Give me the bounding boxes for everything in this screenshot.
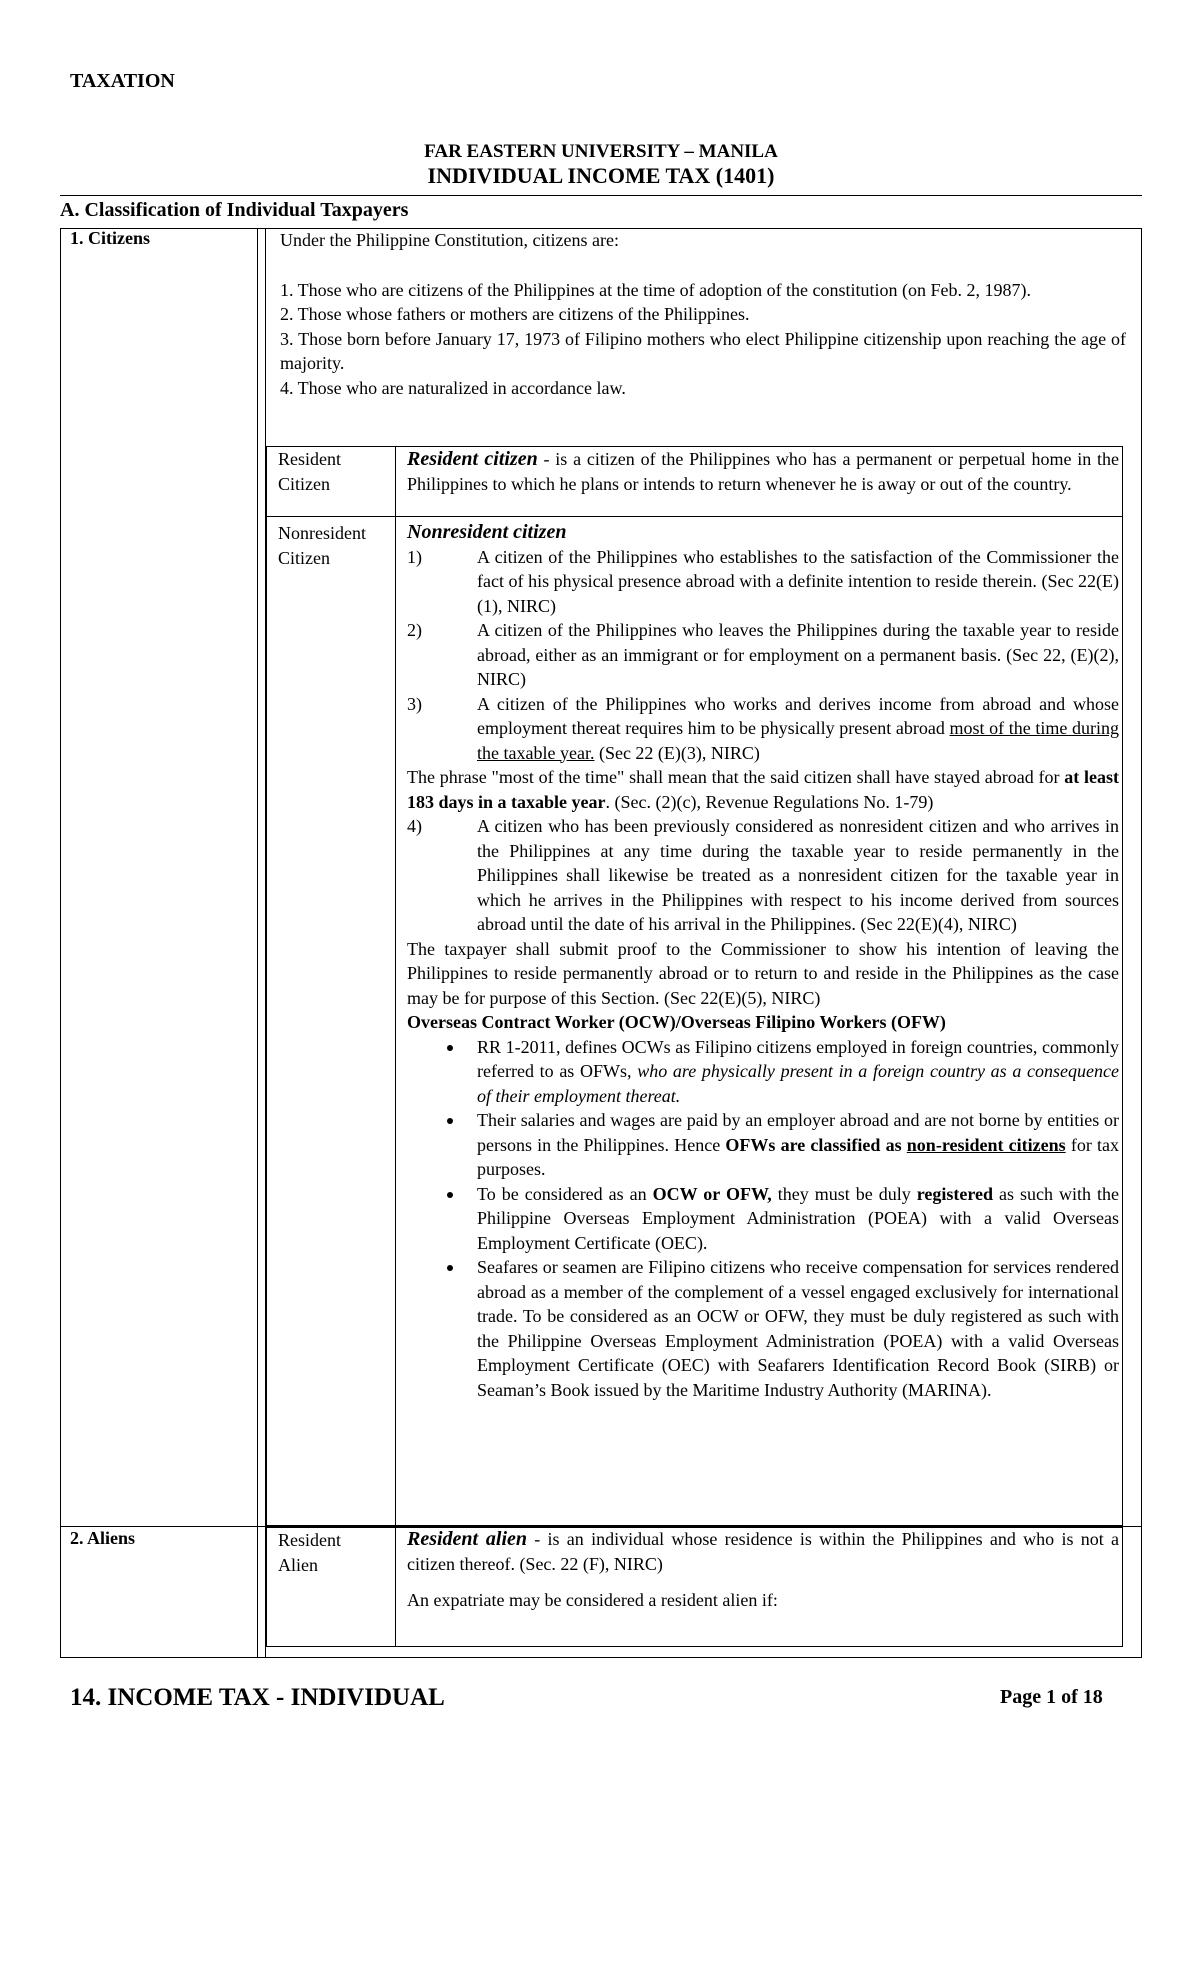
bold-text: registered: [916, 1183, 994, 1204]
citizens-item: 4. Those who are naturalized in accordance law.: [280, 377, 626, 398]
citizens-intro: [280, 228, 1126, 400]
list-item: [477, 1182, 1119, 1256]
bold-underlined-text: non-resident citizens: [906, 1134, 1066, 1155]
inner-row-divider: [266, 516, 1123, 517]
label-line: Nonresident: [278, 523, 366, 543]
numbered-paragraph: [407, 545, 1119, 619]
list-item: [477, 1108, 1119, 1182]
expat-text: An expatriate may be considered a resident alien if:: [407, 1590, 778, 1610]
underlined-text: most of the time during the taxable year.: [477, 718, 1119, 763]
paragraph-text: A citizen who has been previously considered as nonresident citizen and who arrives in the Philippines at any time during the taxable year to reside permanently in the Philippines shall likewise be treated as a nonresident citizen for the taxable year in which he arrives in the Philippines with respect to his income derived from sources abroad until the date of his arrival in the Philippines. (Sec 22(E)(4), NIRC): [477, 816, 1119, 934]
label-line: Citizen: [278, 473, 330, 494]
resident-citizen-label: [278, 447, 341, 496]
numbered-paragraph: [407, 692, 1119, 766]
document-header: [60, 140, 1142, 188]
table-column-divider: [257, 228, 258, 1658]
page-number: Page 1 of 18: [1000, 1686, 1103, 1708]
paragraph-text: [477, 692, 1119, 766]
numbered-paragraph: [407, 618, 1119, 692]
proof-paragraph: The taxpayer shall submit proof to the Commissioner to show his intention of leaving the Philippines to reside permanently abroad or to return to and reside in the Philippines as the case may be for purpose of this Section. (Sec 22(E)(5), NIRC): [407, 938, 1119, 1008]
text-run: To be considered as an: [477, 1183, 653, 1204]
row-label-aliens: 2. Aliens: [70, 1528, 136, 1548]
inner-column-divider: [395, 446, 396, 1526]
citizens-item: 2. Those whose fathers or mothers are citizens of the Philippines.: [280, 304, 750, 324]
citizens-item: 1. Those who are citizens of the Philippines at the time of adoption of the constitution (on Feb. 2, 1987).: [280, 279, 1032, 300]
resident-alien-definition: [407, 1527, 1119, 1613]
list-item: Seafares or seamen are Filipino citizens who receive compensation for services rendered abroad as a member of the complement of a vessel engaged exclusively for international trade. To be considered as an OCW or OFW, they must be duly registered as such with the Philippine Overseas Employment Administration (POEA) with a valid Overseas Employment Certificate (OEC) with Seafarers Identification Record Book (SIRB) or Seaman’s Book issued by the Maritime Industry Authority (MARINA).: [477, 1255, 1119, 1402]
paragraph-text: A citizen of the Philippines who leaves the Philippines during the taxable year to reside abroad, either as an immigrant or for employment on a permanent basis. (Sec 22, (E)(2), NIRC): [477, 620, 1119, 689]
term: Resident alien: [407, 1528, 527, 1550]
label-line: Citizen: [278, 547, 330, 568]
row-label-citizens: 1. Citizens: [70, 228, 150, 248]
definition-text: - is a citizen of the Philippines who has a permanent or perpetual home in the Philippines to which he plans or intends to return whenever he is away or out of the country.: [407, 449, 1119, 494]
label-line: Alien: [278, 1554, 318, 1575]
citizens-item: 3. Those born before January 17, 1973 of Filipino mothers who elect Philippine citizenship upon reaching the age of majority.: [280, 328, 1126, 373]
citizens-intro-text: Under the Philippine Constitution, citizens are:: [280, 230, 619, 250]
bold-text: OFWs are classified as: [725, 1134, 907, 1155]
text-run: A citizen of the Philippines who works and derives income from abroad and whose employment thereat requires him to be physically present abroad: [477, 693, 1119, 738]
school-name: FAR EASTERN UNIVERSITY – MANILA: [424, 141, 778, 162]
term: Resident citizen: [407, 448, 538, 470]
inner-column-divider: [395, 1527, 396, 1647]
text-run: RR 1-2011, defines OCWs as Filipino citizens employed in foreign countries, commonly referred to as OFWs,: [477, 1036, 1119, 1081]
text-run: they must be duly: [771, 1183, 917, 1204]
top-label: TAXATION: [70, 70, 175, 92]
text-run: (Sec 22 (E)(3), NIRC): [594, 742, 760, 763]
bold-text: OCW or OFW,: [652, 1183, 772, 1204]
text-run: Their salaries and wages are paid by an employer abroad and are not borne by entities or persons in the Philippines. Hence: [477, 1110, 1119, 1155]
section-title: A. Classification of Individual Taxpayers: [60, 199, 409, 221]
footer-chapter-title: 14. INCOME TAX - INDIVIDUAL: [70, 1684, 445, 1711]
label-line: Resident: [278, 1530, 341, 1550]
ofw-heading: Overseas Contract Worker (OCW)/Overseas Filipino Workers (OFW): [407, 1012, 946, 1032]
paragraph-number: 4): [407, 816, 422, 836]
numbered-paragraph: [407, 814, 1119, 937]
phrase-paragraph: [407, 765, 1119, 814]
label-line: Resident: [278, 449, 341, 469]
text-run: . (Sec. (2)(c), Revenue Regulations No. 1-79): [605, 791, 934, 812]
list-item: [477, 1035, 1119, 1109]
text-run: for tax purposes.: [477, 1134, 1120, 1179]
text-run: as such with the Philippine Overseas Employment Administration (POEA) with a valid Overseas Employment Certificate (OEC).: [477, 1183, 1119, 1253]
term: Nonresident citizen: [407, 521, 567, 543]
paragraph-text: A citizen of the Philippines who establishes to the satisfaction of the Commissioner the fact of his physical presence abroad with a definite intention to reside therein. (Sec 22(E)(1), NIRC): [477, 546, 1119, 616]
paragraph-number: 2): [407, 620, 422, 640]
nonresident-citizen-definition: [407, 520, 1119, 1402]
paragraph-number: 3): [407, 693, 422, 714]
document-title: INDIVIDUAL INCOME TAX (1401): [427, 163, 775, 188]
bold-text: at least 183 days in a taxable year: [407, 767, 1120, 812]
header-rule: [60, 195, 1142, 196]
resident-citizen-definition: [407, 447, 1119, 496]
paragraph-number: 1): [407, 546, 422, 567]
resident-alien-label: [278, 1528, 341, 1577]
nonresident-citizen-label: [278, 521, 366, 570]
italic-text: who are physically present in a foreign country as a consequence of their employment thereat.: [477, 1061, 1119, 1106]
definition-text: - is an individual whose residence is within the Philippines and who is not a citizen thereof. (Sec. 22 (F), NIRC): [407, 1529, 1119, 1574]
ofw-bullet-list: [407, 1035, 1119, 1403]
text-run: The phrase "most of the time" shall mean that the said citizen shall have stayed abroad for: [407, 767, 1065, 787]
